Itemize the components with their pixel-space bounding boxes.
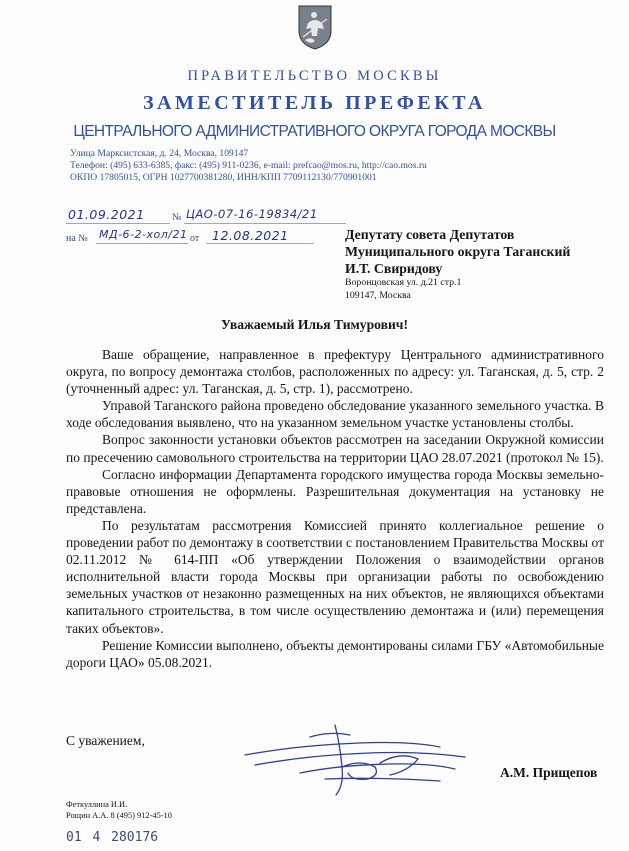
body-paragraph: Решение Комиссии выполнено, объекты демонтированы силами ГБУ «Автомобильные дороги ЦАО» 05.08.2021. bbox=[66, 637, 604, 670]
signer-name: А.М. Прищепов bbox=[500, 765, 598, 780]
contact-registry: ОКПО 17805015, ОГРН 1027700381280, ИНН/КПП 7709112130/770901001 bbox=[70, 172, 377, 183]
org-line-deputy-prefect: ЗАМЕСТИТЕЛЬ ПРЕФЕКТА bbox=[142, 92, 487, 114]
letter-body bbox=[66, 346, 604, 671]
addressee bbox=[345, 226, 570, 277]
executor-2: Рощин А.А. 8 (495) 912-45-10 bbox=[66, 811, 172, 820]
org-line-government: ПРАВИТЕЛЬСТВО МОСКВЫ bbox=[187, 68, 442, 84]
outgoing-number: ЦАО-07-16-19834/21 bbox=[186, 207, 318, 221]
outgoing-number-sign: № bbox=[172, 212, 182, 223]
body-paragraph: По результатам рассмотрения Комиссией принято коллегиальное решение о проведении работ по демонтажу в соответствии с постановлением Правительства Москвы от 02.11.2012 № 614-ПП «Об утверждении Положения о взаимодействии органов исполнительной власти города Москвы при организации работы по освобождению земельных участков от незаконно размещенных на них объектов, не являющихся объектами капитального строительства, в том числе осуществлению демонтажа и (или) перемещения таких объектов». bbox=[66, 517, 604, 636]
incoming-date: 12.08.2021 bbox=[212, 228, 289, 243]
contact-phones: Телефон: (495) 633-6385, факс: (495) 911-0236, e-mail: prefcao@mos.ru, http://cao.mos.ru bbox=[70, 160, 427, 171]
body-paragraph: Управой Таганского района проведено обследование указанного земельного участка. В ходе обследования выявлено, что на указанном земельном участке установлены столбы. bbox=[66, 398, 604, 431]
contact-address: Улица Марксистская, д. 24, Москва, 109147 bbox=[70, 148, 249, 159]
addressee-line2: Муниципального округа Таганский bbox=[345, 244, 571, 259]
addressee-name: И.Т. Свиридову bbox=[345, 261, 443, 276]
greeting: Уважаемый Илья Тимурович! bbox=[221, 317, 408, 332]
outgoing-date: 01.09.2021 bbox=[68, 207, 145, 222]
signature-image bbox=[240, 715, 495, 805]
body-paragraph: Ваше обращение, направленное в префектуру Центрального административного округа, по вопросу демонтажа столбов, расположенных по адресу: ул. Таганская, д. 5, стр. 2 (уточненный адрес: ул. Таганская, д. 5, стр. 1), рассмотрено. bbox=[66, 347, 604, 397]
document-serial-number: 01 4 280176 bbox=[66, 830, 159, 845]
moscow-coat-of-arms-icon bbox=[297, 4, 333, 50]
addressee-line1: Депутату совета Депутатов bbox=[345, 227, 515, 242]
addressee-street: Воронцовская ул. д.21 стр.1 bbox=[345, 277, 462, 288]
incoming-number: МД-6-2-хол/21 bbox=[99, 228, 188, 241]
body-paragraph: Согласно информации Департамента городского имущества города Москвы земельно-правовые отношения не оформлены. Разрешительная документация на установку не представлена. bbox=[66, 466, 604, 516]
closing: С уважением, bbox=[66, 733, 145, 748]
executor-1: Феткуллина И.И. bbox=[66, 800, 128, 809]
body-paragraph: Вопрос законности установки объектов рассмотрен на заседании Окружной комиссии по пресечению самовольного строительства на территории ЦАО 28.07.2021 (протокол № 15). bbox=[66, 432, 604, 465]
org-line-district: ЦЕНТРАЛЬНОГО АДМИНИСТРАТИВНОГО ОКРУГА ГОРОДА МОСКВЫ bbox=[73, 123, 556, 140]
incoming-prefix: на № bbox=[66, 233, 88, 244]
incoming-from-label: от bbox=[190, 233, 200, 244]
addressee-city: 109147, Москва bbox=[345, 290, 411, 301]
